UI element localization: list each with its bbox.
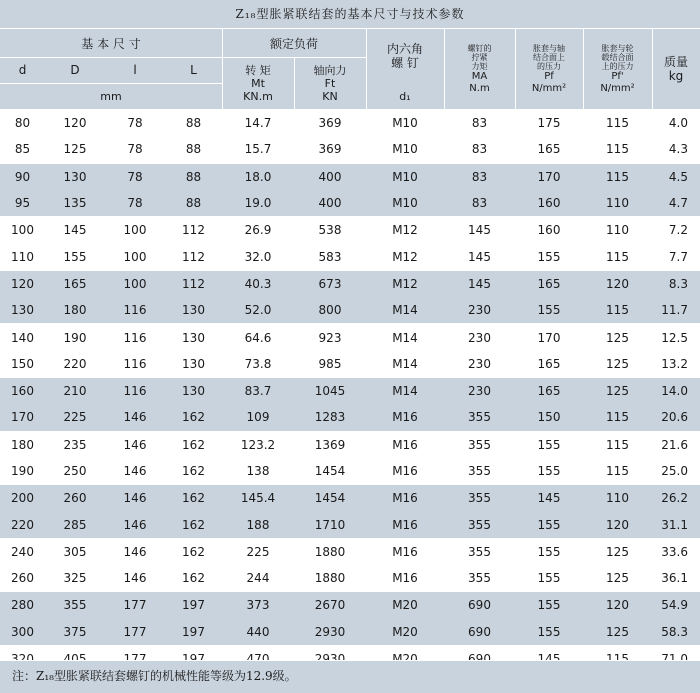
cell-tight-torque: 145 <box>444 243 515 270</box>
cell-mass: 14.0 <box>652 377 700 404</box>
cell-mass: 8.3 <box>652 270 700 297</box>
cell-torque: 15.7 <box>222 136 294 163</box>
cell-mass: 4.5 <box>652 163 700 190</box>
table-row <box>0 592 700 619</box>
cell-D: 190 <box>45 324 105 351</box>
cell-axial: 400 <box>294 163 366 190</box>
cell-shaft-pressure: 145 <box>515 485 583 512</box>
cell-L: 130 <box>165 351 222 378</box>
cell-hub-pressure: 120 <box>583 270 652 297</box>
cell-mass: 54.9 <box>652 592 700 619</box>
cell-axial: 1369 <box>294 431 366 458</box>
cell-axial: 923 <box>294 324 366 351</box>
col-d-header: d <box>18 63 27 77</box>
cell-axial: 1880 <box>294 538 366 565</box>
cell-d: 150 <box>0 351 45 378</box>
cell-hub-pressure: 115 <box>583 243 652 270</box>
cell-mass: 4.0 <box>652 110 700 137</box>
cell-torque: 83.7 <box>222 377 294 404</box>
cell-bolt: M10 <box>366 136 444 163</box>
table-row <box>0 190 700 217</box>
table-row <box>0 351 700 378</box>
cell-D: 165 <box>45 270 105 297</box>
cell-tight-torque: 355 <box>444 511 515 538</box>
cell-bolt: M20 <box>366 592 444 619</box>
cell-tight-torque: 355 <box>444 538 515 565</box>
table-row <box>0 431 700 458</box>
cell-torque: 244 <box>222 565 294 592</box>
cell-shaft-pressure: 165 <box>515 377 583 404</box>
cell-axial: 985 <box>294 351 366 378</box>
cell-L: 112 <box>165 270 222 297</box>
cell-D: 135 <box>45 190 105 217</box>
cell-axial: 2670 <box>294 592 366 619</box>
cell-shaft-pressure: 160 <box>515 217 583 244</box>
torque-unit: KN.m <box>243 89 273 103</box>
cell-l: 78 <box>105 190 165 217</box>
table-row <box>0 110 700 137</box>
cell-mass: 36.1 <box>652 565 700 592</box>
cell-L: 162 <box>165 511 222 538</box>
cell-tight-torque: 83 <box>444 136 515 163</box>
cell-L: 162 <box>165 404 222 431</box>
cell-D: 260 <box>45 485 105 512</box>
cell-bolt: M14 <box>366 324 444 351</box>
mass-header <box>652 29 700 109</box>
cell-hub-pressure: 115 <box>583 431 652 458</box>
cell-D: 130 <box>45 163 105 190</box>
cell-tight-torque: 690 <box>444 592 515 619</box>
cell-tight-torque: 83 <box>444 163 515 190</box>
cell-tight-torque: 355 <box>444 485 515 512</box>
cell-l: 177 <box>105 619 165 646</box>
cell-mass: 20.6 <box>652 404 700 431</box>
table-row <box>0 163 700 190</box>
cell-mass: 25.0 <box>652 458 700 485</box>
cell-bolt: M16 <box>366 565 444 592</box>
cell-d: 280 <box>0 592 45 619</box>
cell-l: 146 <box>105 485 165 512</box>
cell-hub-pressure: 120 <box>583 511 652 538</box>
mass-label: 质量 <box>663 55 688 69</box>
cell-tight-torque: 145 <box>444 270 515 297</box>
cell-bolt: M14 <box>366 351 444 378</box>
basic-size-header: 基 本 尺 寸 <box>81 36 141 51</box>
cell-bolt: M12 <box>366 270 444 297</box>
cell-shaft-pressure: 155 <box>515 538 583 565</box>
col-D-header: D <box>70 63 80 77</box>
cell-torque: 440 <box>222 619 294 646</box>
cell-l: 116 <box>105 297 165 324</box>
table-row <box>0 324 700 351</box>
cell-shaft-pressure: 155 <box>515 565 583 592</box>
table-row <box>0 136 700 163</box>
cell-mass: 58.3 <box>652 619 700 646</box>
cell-hub-pressure: 125 <box>583 377 652 404</box>
cell-tight-torque: 83 <box>444 110 515 137</box>
cell-L: 88 <box>165 190 222 217</box>
cell-L: 162 <box>165 485 222 512</box>
cell-D: 285 <box>45 511 105 538</box>
cell-l: 146 <box>105 538 165 565</box>
table-title: Z₁₈型胀紧联结套的基本尺寸与技术参数 <box>0 0 700 28</box>
cell-d: 300 <box>0 619 45 646</box>
size-unit-header: mm <box>100 89 122 103</box>
cell-L: 162 <box>165 458 222 485</box>
cell-bolt: M20 <box>366 619 444 646</box>
bolt-header: 内六角 螺 钉 <box>386 42 423 70</box>
tight-torque-header <box>444 29 515 109</box>
torque-label: 转 矩 <box>245 63 271 77</box>
cell-L: 112 <box>165 243 222 270</box>
cell-torque: 32.0 <box>222 243 294 270</box>
cell-mass: 31.1 <box>652 511 700 538</box>
cell-mass: 26.2 <box>652 485 700 512</box>
cell-axial: 538 <box>294 217 366 244</box>
cell-tight-torque: 355 <box>444 458 515 485</box>
cell-axial: 1880 <box>294 565 366 592</box>
cell-D: 145 <box>45 217 105 244</box>
cell-L: 88 <box>165 136 222 163</box>
cell-L: 197 <box>165 619 222 646</box>
cell-l: 100 <box>105 217 165 244</box>
cell-torque: 373 <box>222 592 294 619</box>
cell-axial: 673 <box>294 270 366 297</box>
cell-torque: 73.8 <box>222 351 294 378</box>
cell-D: 120 <box>45 110 105 137</box>
cell-tight-torque: 230 <box>444 297 515 324</box>
cell-hub-pressure: 125 <box>583 565 652 592</box>
cell-shaft-pressure: 155 <box>515 619 583 646</box>
cell-tight-torque: 355 <box>444 565 515 592</box>
cell-L: 130 <box>165 377 222 404</box>
cell-torque: 40.3 <box>222 270 294 297</box>
tight-unit: N.m <box>469 82 490 94</box>
cell-D: 305 <box>45 538 105 565</box>
cell-d: 110 <box>0 243 45 270</box>
table-row <box>0 511 700 538</box>
cell-l: 100 <box>105 243 165 270</box>
table-note: 注：Z₁₈型胀紧联结套螺钉的机械性能等级为12.9级。 <box>0 660 700 693</box>
cell-axial: 1454 <box>294 485 366 512</box>
cell-shaft-pressure: 165 <box>515 270 583 297</box>
hub-label: 胀套与轮 毂结合面 上的压力 <box>601 43 634 71</box>
cell-torque: 14.7 <box>222 110 294 137</box>
cell-mass: 21.6 <box>652 431 700 458</box>
cell-hub-pressure: 120 <box>583 592 652 619</box>
cell-D: 225 <box>45 404 105 431</box>
cell-shaft-pressure: 160 <box>515 190 583 217</box>
cell-bolt: M16 <box>366 458 444 485</box>
cell-l: 100 <box>105 270 165 297</box>
cell-mass: 13.2 <box>652 351 700 378</box>
cell-L: 88 <box>165 163 222 190</box>
cell-bolt: M16 <box>366 431 444 458</box>
cell-mass: 7.2 <box>652 217 700 244</box>
cell-tight-torque: 690 <box>444 619 515 646</box>
cell-axial: 800 <box>294 297 366 324</box>
cell-d: 180 <box>0 431 45 458</box>
cell-l: 116 <box>105 351 165 378</box>
shaft-symbol: Pf <box>544 70 554 82</box>
table-row <box>0 217 700 244</box>
cell-d: 260 <box>0 565 45 592</box>
cell-axial: 2930 <box>294 619 366 646</box>
cell-l: 116 <box>105 324 165 351</box>
cell-l: 146 <box>105 565 165 592</box>
cell-torque: 109 <box>222 404 294 431</box>
cell-D: 125 <box>45 136 105 163</box>
cell-bolt: M16 <box>366 485 444 512</box>
cell-L: 162 <box>165 538 222 565</box>
cell-tight-torque: 230 <box>444 324 515 351</box>
col-l-header: l <box>133 63 137 77</box>
cell-bolt: M14 <box>366 297 444 324</box>
cell-tight-torque: 230 <box>444 377 515 404</box>
table-row <box>0 404 700 431</box>
cell-hub-pressure: 115 <box>583 297 652 324</box>
cell-shaft-pressure: 155 <box>515 431 583 458</box>
cell-tight-torque: 83 <box>444 190 515 217</box>
cell-d: 140 <box>0 324 45 351</box>
cell-axial: 400 <box>294 190 366 217</box>
table-row <box>0 538 700 565</box>
cell-mass: 33.6 <box>652 538 700 565</box>
cell-D: 325 <box>45 565 105 592</box>
cell-torque: 138 <box>222 458 294 485</box>
cell-L: 162 <box>165 565 222 592</box>
table-header <box>0 28 700 109</box>
axial-label: 轴向力 <box>313 63 347 77</box>
cell-d: 80 <box>0 110 45 137</box>
torque-symbol: Mt <box>251 76 265 90</box>
cell-hub-pressure: 125 <box>583 324 652 351</box>
cell-l: 146 <box>105 404 165 431</box>
cell-shaft-pressure: 155 <box>515 592 583 619</box>
cell-l: 78 <box>105 163 165 190</box>
cell-d: 190 <box>0 458 45 485</box>
cell-bolt: M16 <box>366 404 444 431</box>
cell-l: 146 <box>105 511 165 538</box>
cell-L: 130 <box>165 324 222 351</box>
cell-D: 355 <box>45 592 105 619</box>
cell-axial: 1710 <box>294 511 366 538</box>
cell-L: 88 <box>165 110 222 137</box>
hub-symbol: Pf' <box>611 70 624 82</box>
cell-l: 78 <box>105 110 165 137</box>
cell-l: 146 <box>105 458 165 485</box>
cell-D: 155 <box>45 243 105 270</box>
cell-shaft-pressure: 155 <box>515 243 583 270</box>
cell-bolt: M12 <box>366 243 444 270</box>
cell-l: 78 <box>105 136 165 163</box>
cell-shaft-pressure: 165 <box>515 136 583 163</box>
cell-torque: 52.0 <box>222 297 294 324</box>
cell-hub-pressure: 125 <box>583 619 652 646</box>
cell-d: 90 <box>0 163 45 190</box>
axial-unit: KN <box>322 89 338 103</box>
cell-torque: 26.9 <box>222 217 294 244</box>
cell-torque: 145.4 <box>222 485 294 512</box>
cell-l: 146 <box>105 431 165 458</box>
cell-d: 120 <box>0 270 45 297</box>
cell-bolt: M10 <box>366 110 444 137</box>
cell-L: 162 <box>165 431 222 458</box>
cell-hub-pressure: 110 <box>583 217 652 244</box>
cell-torque: 123.2 <box>222 431 294 458</box>
cell-axial: 583 <box>294 243 366 270</box>
cell-axial: 1454 <box>294 458 366 485</box>
cell-mass: 4.3 <box>652 136 700 163</box>
mass-unit: kg <box>668 69 684 83</box>
col-L-header: L <box>190 63 197 77</box>
cell-shaft-pressure: 165 <box>515 351 583 378</box>
shaft-label: 胀套与轴 结合面上 的压力 <box>533 43 565 71</box>
table-row <box>0 297 700 324</box>
table-row <box>0 619 700 646</box>
shaft-pressure-header <box>515 29 583 109</box>
cell-bolt: M10 <box>366 190 444 217</box>
cell-tight-torque: 355 <box>444 431 515 458</box>
hub-pressure-header <box>583 29 652 109</box>
torque-header <box>222 57 294 109</box>
cell-torque: 188 <box>222 511 294 538</box>
cell-d: 85 <box>0 136 45 163</box>
cell-bolt: M10 <box>366 163 444 190</box>
cell-mass: 4.7 <box>652 190 700 217</box>
cell-tight-torque: 230 <box>444 351 515 378</box>
cell-hub-pressure: 125 <box>583 351 652 378</box>
cell-d: 240 <box>0 538 45 565</box>
cell-shaft-pressure: 150 <box>515 404 583 431</box>
cell-D: 375 <box>45 619 105 646</box>
cell-shaft-pressure: 175 <box>515 110 583 137</box>
cell-shaft-pressure: 155 <box>515 511 583 538</box>
cell-hub-pressure: 110 <box>583 190 652 217</box>
cell-d: 200 <box>0 485 45 512</box>
cell-shaft-pressure: 155 <box>515 458 583 485</box>
cell-torque: 225 <box>222 538 294 565</box>
cell-D: 180 <box>45 297 105 324</box>
cell-shaft-pressure: 155 <box>515 297 583 324</box>
cell-l: 116 <box>105 377 165 404</box>
cell-axial: 1283 <box>294 404 366 431</box>
cell-d: 170 <box>0 404 45 431</box>
cell-mass: 12.5 <box>652 324 700 351</box>
table-row <box>0 485 700 512</box>
table-row <box>0 458 700 485</box>
cell-bolt: M16 <box>366 511 444 538</box>
cell-hub-pressure: 115 <box>583 404 652 431</box>
cell-hub-pressure: 115 <box>583 163 652 190</box>
axial-symbol: Ft <box>324 76 336 90</box>
table-row <box>0 377 700 404</box>
table-row <box>0 270 700 297</box>
cell-D: 220 <box>45 351 105 378</box>
cell-mass: 7.7 <box>652 243 700 270</box>
tight-label: 螺钉的 拧紧 力矩 <box>467 43 492 71</box>
cell-d: 160 <box>0 377 45 404</box>
cell-d: 100 <box>0 217 45 244</box>
cell-bolt: M16 <box>366 538 444 565</box>
tight-symbol: MA <box>471 70 488 82</box>
cell-d: 220 <box>0 511 45 538</box>
cell-D: 210 <box>45 377 105 404</box>
spec-table-body <box>0 109 700 672</box>
cell-axial: 1045 <box>294 377 366 404</box>
hub-unit: N/mm² <box>600 82 635 94</box>
cell-bolt: M14 <box>366 377 444 404</box>
cell-L: 112 <box>165 217 222 244</box>
cell-tight-torque: 355 <box>444 404 515 431</box>
shaft-unit: N/mm² <box>531 82 567 94</box>
cell-mass: 11.7 <box>652 297 700 324</box>
cell-torque: 64.6 <box>222 324 294 351</box>
cell-hub-pressure: 110 <box>583 485 652 512</box>
cell-hub-pressure: 115 <box>583 458 652 485</box>
table-row <box>0 243 700 270</box>
cell-axial: 369 <box>294 136 366 163</box>
cell-D: 250 <box>45 458 105 485</box>
cell-bolt: M12 <box>366 217 444 244</box>
table-row <box>0 565 700 592</box>
cell-d: 95 <box>0 190 45 217</box>
rated-load-header: 额定负荷 <box>269 36 318 51</box>
cell-torque: 18.0 <box>222 163 294 190</box>
cell-D: 235 <box>45 431 105 458</box>
cell-hub-pressure: 125 <box>583 538 652 565</box>
cell-tight-torque: 145 <box>444 217 515 244</box>
cell-l: 177 <box>105 592 165 619</box>
bolt-symbol: d₁ <box>399 89 411 103</box>
cell-hub-pressure: 115 <box>583 110 652 137</box>
cell-torque: 19.0 <box>222 190 294 217</box>
cell-L: 197 <box>165 592 222 619</box>
cell-d: 130 <box>0 297 45 324</box>
axial-header <box>294 57 366 109</box>
cell-shaft-pressure: 170 <box>515 324 583 351</box>
cell-axial: 369 <box>294 110 366 137</box>
cell-L: 130 <box>165 297 222 324</box>
cell-shaft-pressure: 170 <box>515 163 583 190</box>
cell-hub-pressure: 115 <box>583 136 652 163</box>
